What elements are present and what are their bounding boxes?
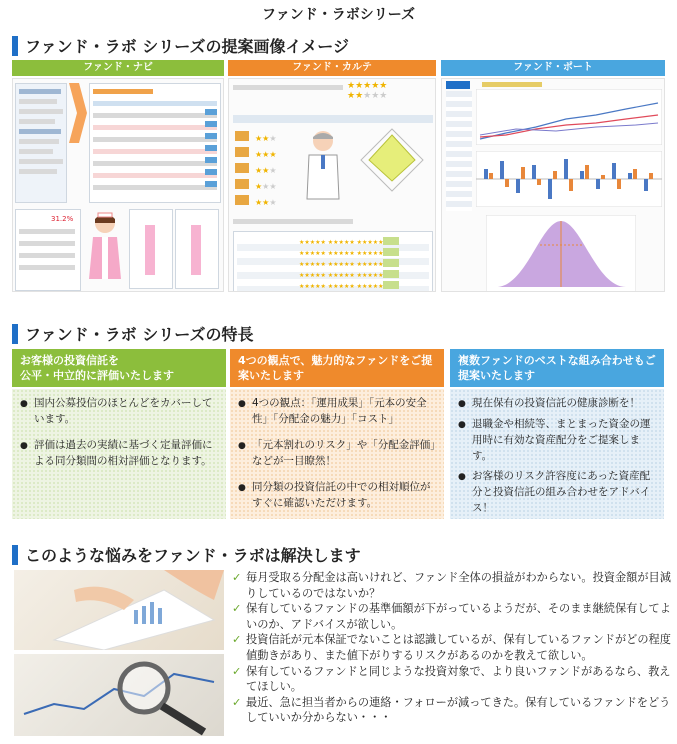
- arrow-icon: [67, 83, 87, 143]
- karte-preview: ★★★★★ ★★★★★ ★★★ ★★★ ★★★ ★★★ ★★★ ★★★★★ ★★★★★ ★★★★★ ★★★★★ ★★★★★ ★★★★★ ★★★★★ ★★★★★ ★★★★★ ★★★★★ ★★★★★ ★★★★★ ★★★★★ ★★★★★ ★★★★★: [228, 78, 436, 292]
- circle-bullet-icon: ●: [458, 399, 466, 409]
- section-heading-features: ファンド・ラボ シリーズの特長: [12, 322, 253, 345]
- column-header: ファンド・カルテ: [228, 60, 436, 76]
- feature-card-portfolio: 複数ファンドのベストな組み合わせもご提案いたします ● 現在保有の投資信託の健康診断を！ ● 退職金や相続等、まとまった資金の運用時に有効な資産配分をご提案します。 ● お客様のリスク許容度にあった資産配分と投資信託の組み合わせをアドバイス！: [450, 349, 664, 519]
- proposal-column-navi: [12, 60, 224, 292]
- section-heading-proposal: ファンド・ラボ シリーズの提案画像イメージ: [12, 34, 349, 57]
- check-icon: ✓: [232, 571, 242, 584]
- proposal-column-karte: [228, 60, 436, 292]
- page-title: ファンド・ラボシリーズ: [261, 7, 416, 23]
- worries-list: [232, 570, 672, 726]
- feature-title: 4つの観点で、魅力的なファンドをご提案いたします: [230, 349, 444, 387]
- navi-preview: 31.2%: [12, 78, 224, 292]
- circle-bullet-icon: ●: [238, 441, 246, 451]
- check-icon: ✓: [232, 602, 242, 616]
- check-icon: ✓: [232, 633, 242, 647]
- list-item: ✓ 最近、急に担当者からの連絡・フォローが減ってきた。保有しているファンドをどうしていいか分からない・・・: [232, 695, 671, 725]
- circle-bullet-icon: ●: [238, 399, 246, 409]
- list-item: ✓ 保有しているファンドと同じような投資対象で、より良いファンドがあるなら、教えてほしい。: [232, 664, 671, 694]
- heading-bar-icon: [12, 36, 18, 56]
- circle-bullet-icon: ●: [458, 420, 466, 430]
- list-item: ✓ 保有しているファンドの基準価額が下がっているようだが、そのまま継続保有してよいのか、アドバイスが欲しい。: [232, 602, 671, 631]
- radar-chart-icon: [357, 125, 427, 195]
- magnifier-chart-image-icon: [14, 654, 224, 736]
- list-item: ✓ 投資信託が元本保証でないことは認識しているが、保有しているファンドがどの程度値動きがあり、また値下がりするリスクがあるのかを教えて欲しい。: [232, 633, 671, 662]
- bar-chart-icon: [476, 151, 662, 207]
- circle-bullet-icon: ●: [238, 483, 246, 493]
- column-header: ファンド・ナビ: [12, 60, 224, 76]
- feature-card-evaluation: お客様の投資信託を 公平・中立的に評価いたします ● 国内公募投信のほとんどをカバーしています。 ● 評価は過去の実績に基づく定量評価による同分類間の相対評価となります。: [12, 349, 226, 519]
- list-item: ✓ 毎月受取る分配金は高いけれど、ファンド全体の損益がわからない。投資金額が目減りしているのではないか？: [232, 571, 671, 600]
- circle-bullet-icon: ●: [20, 441, 28, 451]
- port-preview: [441, 78, 665, 292]
- feature-title: お客様の投資信託を 公平・中立的に評価いたします: [12, 349, 226, 387]
- nurse-illustration-icon: [85, 209, 125, 289]
- heading-bar-icon: [12, 324, 18, 344]
- section-heading-worries: このような悩みをファンド・ラボは解決します: [12, 543, 361, 566]
- hand-document-image-icon: [14, 570, 224, 650]
- feature-title: 複数ファンドのベストな組み合わせもご提案いたします: [450, 349, 664, 387]
- column-header: ファンド・ポート: [441, 60, 665, 76]
- circle-bullet-icon: ●: [20, 399, 28, 409]
- heading-bar-icon: [12, 545, 18, 565]
- photo-magnifier: [14, 654, 224, 736]
- doctor-illustration-icon: [303, 127, 343, 207]
- line-chart-icon: [476, 89, 662, 145]
- check-icon: ✓: [232, 695, 242, 709]
- check-icon: ✓: [232, 664, 242, 678]
- distribution-chart-icon: [486, 215, 636, 292]
- feature-card-proposal: 4つの観点で、魅力的なファンドをご提案いたします ● 4つの観点：「運用成果」「元本の安全性」「分配金の魅力」「コスト」 ● 「元本割れのリスク」や「分配金評価」などが一目瞭然！ ● 同分類の投資信託の中での相対順位がすぐに確認いただけます。: [230, 349, 444, 519]
- proposal-column-port: [441, 60, 665, 292]
- category-icons: [235, 131, 249, 211]
- circle-bullet-icon: ●: [458, 472, 466, 482]
- photo-documents: [14, 570, 224, 650]
